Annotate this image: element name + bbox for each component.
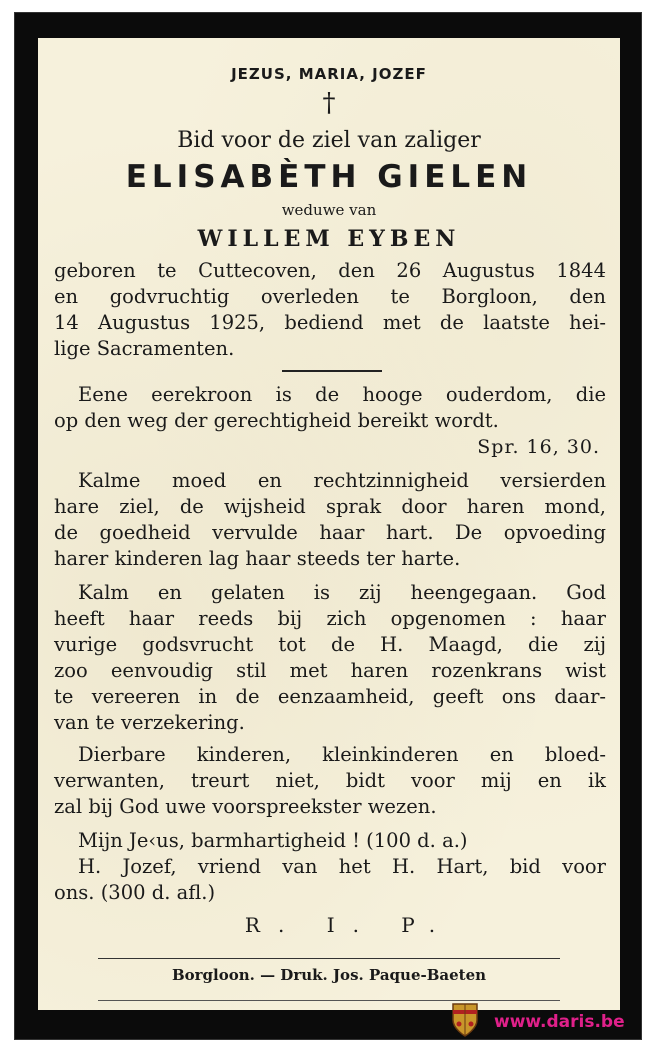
verse-line: op den weg der gerechtigheid bereikt wordt. <box>54 409 499 432</box>
paragraph-line: zoo eenvoudig stil met haren rozenkrans wist <box>54 659 606 682</box>
intro-line: Bid voor de ziel van zaliger <box>177 128 481 153</box>
memorial-card <box>38 38 620 1010</box>
verse-line: Eene eerekroon is de hooge ouderdom, die <box>78 383 606 406</box>
biography-line: 14 Augustus 1925, bediend met de laatste hei- <box>54 311 606 334</box>
watermark-url: www.daris.be <box>494 1012 625 1032</box>
paragraph-line: heeft haar reeds bij zich opgenomen : haar <box>54 607 606 630</box>
paragraph-line: vurige godsvrucht tot de H. Maagd, die zij <box>54 633 606 656</box>
prayer-line: Mijn Je‹us, barmhartigheid ! (100 d. a.) <box>78 829 468 852</box>
verse-reference: Spr. 16, 30. <box>477 436 600 458</box>
cross-icon: † <box>322 88 336 118</box>
paragraph-line: Dierbare kinderen, kleinkinderen en bloed- <box>78 743 606 766</box>
card-header: JEZUS, MARIA, JOZEF <box>231 65 427 83</box>
paragraph-line: Kalm en gelaten is zij heengegaan. God <box>78 581 606 604</box>
biography-line: geboren te Cuttecoven, den 26 Augustus 1844 <box>54 259 606 282</box>
crest-icon <box>450 1000 480 1038</box>
printer-line: Borgloon. — Druk. Jos. Paque-Baeten <box>171 966 487 984</box>
prayers <box>54 828 606 906</box>
paragraph-line: hare ziel, de wijsheid sprak door haren mond, <box>54 495 606 518</box>
paragraph-farewell <box>54 742 606 820</box>
paragraph-line: de goedheid vervulde haar hart. De opvoeding <box>54 521 606 544</box>
biography-line: lige Sacramenten. <box>54 337 235 360</box>
paragraph-line: verwanten, treurt niet, bidt voor mij en ik <box>54 769 606 792</box>
divider <box>282 370 382 372</box>
verse <box>54 382 606 434</box>
paragraph-line: Kalme moed en rechtzinnigheid versierden <box>78 469 606 492</box>
paragraph-line: zal bij God uwe voorspreekster wezen. <box>54 795 437 818</box>
rip-line: R. I. P. <box>244 913 454 937</box>
biography-line: en godvruchtig overleden te Borgloon, den <box>54 285 606 308</box>
spouse-name: WILLEM EYBEN <box>197 226 461 252</box>
paragraph-line: harer kinderen lag haar steeds ter harte. <box>54 547 461 570</box>
paragraph-passing <box>54 580 606 736</box>
footer-rule-bottom <box>98 1000 560 1001</box>
relation-line: weduwe van <box>281 201 377 219</box>
footer-rule-top <box>98 958 560 959</box>
paragraph-line: te vereeren in de eenzaamheid, geeft ons daar- <box>54 685 606 708</box>
biography <box>54 258 606 362</box>
prayer-line: ons. (300 d. afl.) <box>54 881 216 904</box>
deceased-name: ELISABÈTH GIELEN <box>125 159 533 195</box>
prayer-line: H. Jozef, vriend van het H. Hart, bid voor <box>78 855 606 878</box>
paragraph-line: van te verzekering. <box>54 711 245 734</box>
paragraph-virtues <box>54 468 606 572</box>
